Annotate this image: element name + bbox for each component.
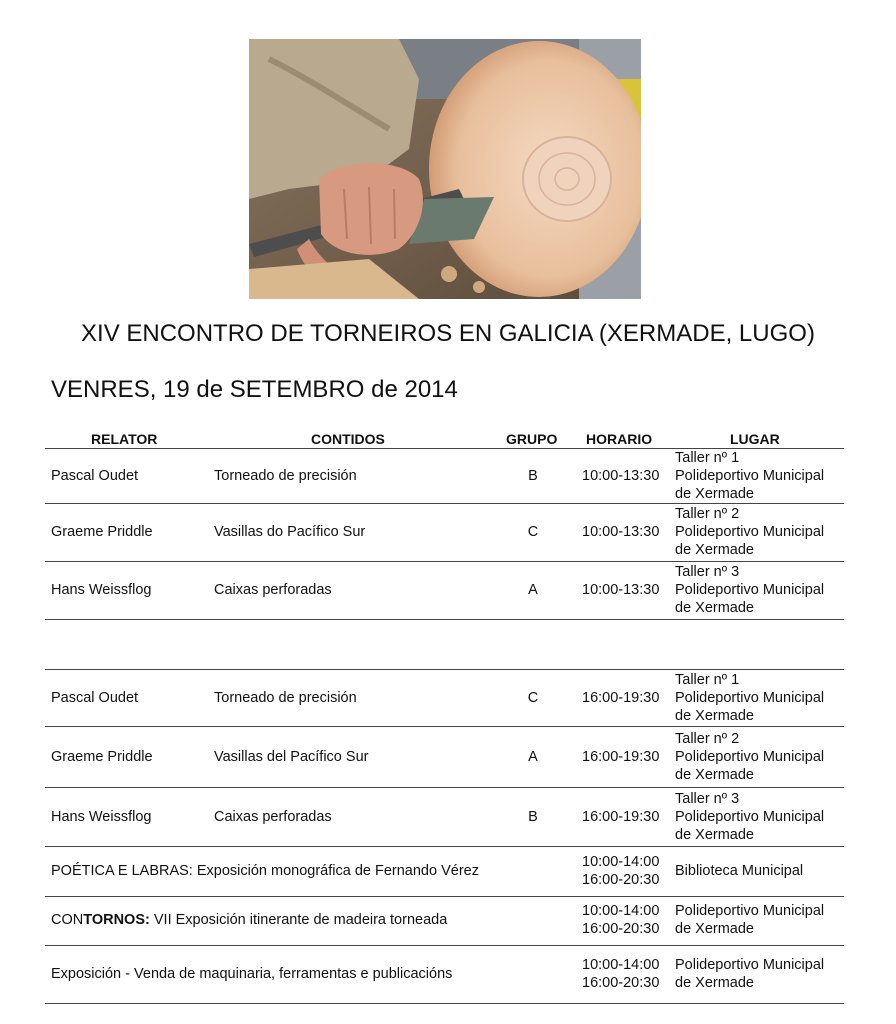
- lugar-line: de Xermade: [675, 767, 754, 783]
- lugar-line: Taller nº 2: [675, 731, 740, 747]
- exhibition-row: [45, 854, 844, 894]
- table-rule: [45, 945, 844, 946]
- table-rule: [45, 448, 844, 449]
- table-rule: [45, 561, 844, 562]
- header-lugar: LUGAR: [730, 431, 780, 447]
- date-heading: VENRES, 19 de SETEMBRO de 2014: [51, 376, 458, 403]
- header-relator: RELATOR: [91, 431, 158, 447]
- horario-line: 16:00-20:30: [582, 921, 660, 937]
- lugar-line: Taller nº 1: [675, 672, 740, 688]
- contidos-cell: Vasillas do Pacífico Sur: [214, 524, 366, 540]
- grupo-cell: B: [528, 468, 538, 484]
- lugar-line: Taller nº 2: [675, 506, 740, 522]
- lugar-line: de Xermade: [675, 708, 754, 724]
- lugar-line: Polideportivo Municipal: [675, 957, 825, 973]
- table-rule: [45, 787, 844, 788]
- lugar-line: de Xermade: [675, 600, 754, 616]
- header-horario: HORARIO: [586, 431, 653, 447]
- exhibition-text: [51, 912, 447, 930]
- contidos-cell: Caixas perforadas: [214, 582, 332, 598]
- horario-line: 10:00-14:00: [582, 854, 660, 870]
- table-rule: [45, 896, 844, 897]
- lugar-line: de Xermade: [675, 827, 754, 843]
- exhibition-bold: TORNOS:: [83, 912, 150, 928]
- lugar-line: Polideportivo Municipal: [675, 749, 825, 765]
- horario-cell: 16:00-19:30: [582, 749, 660, 765]
- exhibition-desc: VII Exposición itinerante de madeira torneada: [149, 912, 448, 928]
- lugar-line: de Xermade: [675, 542, 754, 558]
- table-rule: [45, 669, 844, 670]
- lugar-line: Taller nº 1: [675, 450, 740, 466]
- lugar-line: Polideportivo Municipal: [675, 524, 825, 540]
- horario-cell: 10:00-13:30: [582, 524, 660, 540]
- exhibition-text: POÉTICA E LABRAS: Exposición monográfica de Fernando Vérez: [51, 863, 479, 879]
- contidos-cell: Caixas perforadas: [214, 809, 332, 825]
- lugar-line: Taller nº 3: [675, 791, 740, 807]
- grupo-cell: B: [528, 809, 538, 825]
- page-title: XIV ENCONTRO DE TORNEIROS EN GALICIA (XERMADE, LUGO): [81, 320, 815, 347]
- table-rule: [45, 726, 844, 727]
- horario-cell: 10:00-13:30: [582, 468, 660, 484]
- header-contidos: CONTIDOS: [311, 431, 385, 447]
- lugar-line: de Xermade: [675, 921, 754, 937]
- horario-line: 16:00-20:30: [582, 975, 660, 991]
- horario-line: 10:00-14:00: [582, 957, 660, 973]
- lugar-line: Biblioteca Municipal: [675, 863, 804, 879]
- lugar-line: Polideportivo Municipal: [675, 903, 825, 919]
- wood-turning-photo: [249, 39, 641, 299]
- relator-cell: Graeme Priddle: [51, 749, 153, 765]
- table-row: [45, 564, 844, 619]
- relator-cell: Hans Weissflog: [51, 809, 152, 825]
- horario-line: 10:00-14:00: [582, 903, 660, 919]
- grupo-cell: C: [527, 524, 539, 540]
- grupo-cell: A: [528, 582, 538, 598]
- relator-cell: Graeme Priddle: [51, 524, 153, 540]
- lugar-line: Polideportivo Municipal: [675, 468, 825, 484]
- horario-line: 16:00-20:30: [582, 872, 660, 888]
- lugar-line: Taller nº 3: [675, 564, 740, 580]
- contidos-cell: Torneado de precisión: [214, 468, 357, 484]
- table-row: [45, 506, 844, 561]
- exhibition-row: [45, 903, 844, 943]
- contidos-cell: Torneado de precisión: [214, 690, 357, 706]
- table-row: [45, 791, 844, 846]
- table-row: [45, 731, 844, 787]
- horario-cell: 16:00-19:30: [582, 690, 660, 706]
- lugar-line: de Xermade: [675, 975, 754, 991]
- lugar-line: de Xermade: [675, 486, 754, 502]
- grupo-cell: C: [527, 690, 539, 706]
- lugar-line: Polideportivo Municipal: [675, 690, 825, 706]
- relator-cell: Hans Weissflog: [51, 582, 152, 598]
- exhibition-prefix: CON: [51, 912, 84, 928]
- table-rule: [45, 846, 844, 847]
- exhibition-row: [45, 957, 844, 997]
- relator-cell: Pascal Oudet: [51, 468, 139, 484]
- relator-cell: Pascal Oudet: [51, 690, 139, 706]
- horario-cell: 10:00-13:30: [582, 582, 660, 598]
- contidos-cell: Vasillas del Pacífico Sur: [214, 749, 369, 765]
- exhibition-text: Exposición - Venda de maquinaria, ferramentas e publicacións: [51, 966, 453, 982]
- table-rule: [45, 1003, 844, 1004]
- lugar-line: Polideportivo Municipal: [675, 809, 825, 825]
- lugar-line: Polideportivo Municipal: [675, 582, 825, 598]
- horario-cell: 16:00-19:30: [582, 809, 660, 825]
- table-row: [45, 672, 844, 726]
- table-rule: [45, 619, 844, 620]
- grupo-cell: A: [528, 749, 538, 765]
- header-grupo: GRUPO: [506, 431, 558, 447]
- table-row: [45, 450, 844, 503]
